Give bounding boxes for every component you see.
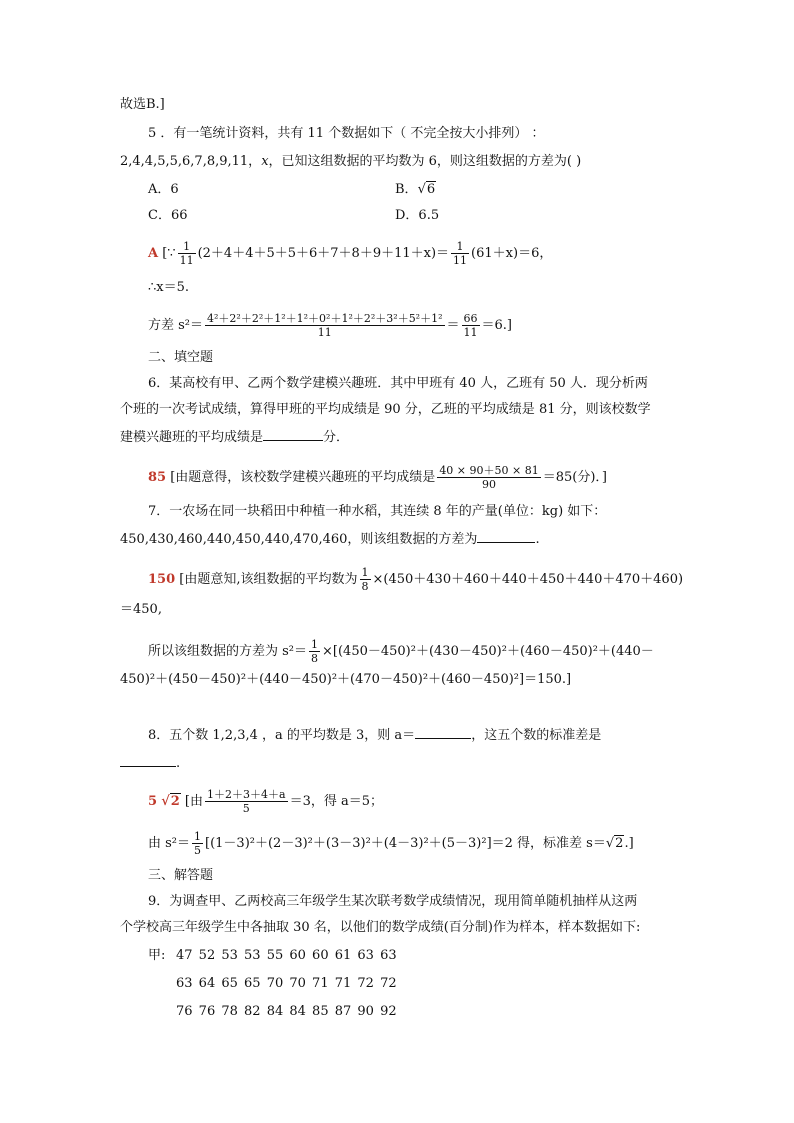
- q7-solution-line-1: [148, 566, 682, 593]
- q7-sol-text: [由题意知,该组数据的平均数为: [179, 572, 358, 587]
- q6-stem-text: 分．: [323, 430, 350, 445]
- q5-option-c: C．66: [148, 208, 188, 223]
- q8-answer-1: 5: [148, 794, 158, 809]
- q6-stem-line-2: 个班的一次考试成绩，算得甲班的平均成绩是 90 分，乙班的平均成绩是 81 分，则该校数学: [120, 402, 651, 417]
- q5-solution-line-2: ∴x＝5.: [148, 280, 190, 295]
- frac-den: 11: [453, 254, 468, 267]
- fraction: [451, 240, 469, 267]
- intro-line: 故选B.]: [120, 97, 165, 112]
- q8-sol-text: ＝3，得 a＝5；: [289, 794, 383, 809]
- frac-den: 5: [242, 802, 250, 815]
- fraction: [309, 638, 320, 665]
- q5-question: ，已知这组数据的平均数为 6，则这组数据的方差为( ): [268, 154, 582, 169]
- q9-label-jia: 甲:: [148, 948, 166, 963]
- frac-den: 8: [361, 580, 369, 593]
- q8-stem-line-1: [148, 724, 682, 746]
- q9-data-row-2: 63 64 65 65 70 70 71 71 72 72: [176, 976, 397, 991]
- q5-solution-line-3: [148, 312, 682, 339]
- q8-stem-text: 8．五个数 1,2,3,4 ，a 的平均数是 3，则 a＝: [148, 728, 416, 743]
- frac-num: 4²＋2²＋2²＋1²＋1²＋0²＋1²＋2²＋3²＋5²＋1²: [207, 312, 443, 325]
- q5-stem-line-2: [120, 152, 682, 172]
- q6-stem-line-3: [120, 426, 682, 448]
- frac-den: 5: [194, 844, 202, 857]
- q5-answer: A: [148, 246, 159, 261]
- frac-num: 1: [194, 830, 202, 843]
- q5-option-d: D．6.5: [395, 208, 440, 223]
- q5-sol-text: (2＋4＋4＋5＋5＋6＋7＋8＋9＋11＋x)＝: [197, 246, 450, 261]
- q7-stem-line-1: 7．一农场在同一块稻田中种植一种水稻，其连续 8 年的产量(单位：kg) 如下：: [148, 504, 607, 519]
- q5-sol-text: ＝: [446, 318, 460, 333]
- q5-sol-text: ＝6.]: [481, 318, 513, 333]
- q8-stem-text: .: [176, 756, 181, 771]
- q7-answer: 150: [148, 572, 176, 587]
- q6-solution: [148, 464, 682, 491]
- sqrt-symbol: √6: [417, 182, 436, 197]
- q5-solution-line-1: [148, 240, 682, 267]
- q5-option-a: A．6: [148, 182, 179, 197]
- q7-sol-text: ×[(450－450)²＋(430－450)²＋(460－450)²＋(440－: [322, 644, 654, 659]
- fraction: [360, 566, 371, 593]
- q7-solution-line-2: ＝450,: [120, 602, 162, 617]
- q5-option-b-label: B．: [395, 182, 418, 197]
- fraction: [437, 464, 540, 491]
- frac-den: 11: [317, 326, 332, 339]
- q8-sol-text: .]: [624, 836, 634, 851]
- fraction: [178, 240, 196, 267]
- q9-stem-line-2: 个学校高三年级学生中各抽取 30 名，以他们的数学成绩(百分制)作为样本，样本数据如下:: [120, 920, 641, 935]
- frac-den: 90: [482, 478, 497, 491]
- q8-answer-2: √2: [161, 794, 180, 809]
- q9-stem-line-1: 9．为调查甲、乙两校高三年级学生某次联考数学成绩情况，现用简单随机抽样从这两: [148, 894, 638, 909]
- q9-data-row-3: 76 76 78 82 84 84 85 87 90 92: [176, 1004, 397, 1019]
- q7-stem-text: 450,430,460,440,450,440,470,460，则该组数据的方差为: [120, 532, 478, 547]
- q8-solution-line-1: [148, 788, 682, 815]
- frac-den: 11: [463, 326, 478, 339]
- frac-num: 1: [311, 638, 319, 651]
- fraction: [462, 312, 480, 339]
- q5-stem-line-1: 5 ．有一笔统计资料，共有 11 个数据如下（ 不完全按大小排列） ：: [148, 126, 545, 141]
- frac-num: 1: [361, 566, 369, 579]
- q8-stem-text: ，这五个数的标准差是: [471, 728, 602, 743]
- frac-num: 40 × 90＋50 × 81: [439, 464, 539, 477]
- frac-num: 1: [451, 240, 469, 254]
- q6-stem-text: 建模兴趣班的平均成绩是: [120, 430, 264, 445]
- frac-den: 11: [179, 254, 194, 267]
- q6-stem-line-1: 6．某高校有甲、乙两个数学建模兴趣班．其中甲班有 40 人，乙班有 50 人．现分析两: [148, 376, 648, 391]
- q8-sol-text: [由: [184, 794, 203, 809]
- answer-blank: [263, 426, 323, 441]
- q8-answer-2-radicand: 2: [170, 794, 180, 809]
- q9-data-row-1: 47 52 53 53 55 60 60 61 63 63: [176, 948, 397, 963]
- q5-sol-text: [∵: [162, 246, 176, 261]
- frac-num: 1＋2＋3＋4＋a: [207, 788, 286, 801]
- q8-solution-line-2: [148, 830, 682, 857]
- q7-solution-line-3: [148, 638, 682, 665]
- q8-stem-line-2: [120, 752, 682, 774]
- q7-stem-text: .: [535, 532, 540, 547]
- q7-stem-line-2: [120, 528, 682, 550]
- sqrt-symbol: √2: [605, 836, 624, 851]
- frac-num: 66: [463, 312, 478, 325]
- frac-num: 1: [178, 240, 196, 254]
- q8-sol-text: 由 s²＝: [148, 836, 191, 851]
- section-answer-questions: 三、解答题: [148, 868, 214, 883]
- fraction: [192, 830, 203, 857]
- frac-den: 8: [311, 652, 319, 665]
- answer-blank: [477, 528, 535, 543]
- fraction: [205, 312, 445, 339]
- q5-sol-text: (61＋x)＝6，: [471, 246, 553, 261]
- q6-sol-text: [由题意得，该校数学建模兴趣班的平均成绩是: [170, 470, 436, 485]
- q7-solution-line-4: 450)²＋(450－450)²＋(440－450)²＋(470－450)²＋(460－450)²]＝150.]: [120, 672, 572, 687]
- answer-blank: [415, 724, 471, 739]
- q5-data-list: 2,4,4,5,5,6,7,8,9,11，: [120, 154, 262, 169]
- q7-sol-text: ×(450＋430＋460＋440＋450＋440＋470＋460): [372, 572, 684, 587]
- answer-blank: [120, 752, 176, 767]
- q7-sol-text: 所以该组数据的方差为 s²＝: [148, 644, 308, 659]
- q8-sol-text: [(1－3)²＋(2－3)²＋(3－3)²＋(4－3)²＋(5－3)²]＝2 得，标准差 s＝: [205, 836, 606, 851]
- q5-option-b: [395, 180, 436, 200]
- q8-sol-radicand: 2: [615, 836, 624, 851]
- section-fill-in: 二、填空题: [148, 350, 214, 365]
- q5-var-x: x: [261, 154, 269, 169]
- q6-answer: 85: [148, 470, 167, 485]
- q5-sol-text: 方差 s²＝: [148, 318, 204, 333]
- fraction: [205, 788, 288, 815]
- q5-option-b-radicand: 6: [426, 182, 436, 197]
- q6-sol-text: ＝85(分)．]: [542, 470, 607, 485]
